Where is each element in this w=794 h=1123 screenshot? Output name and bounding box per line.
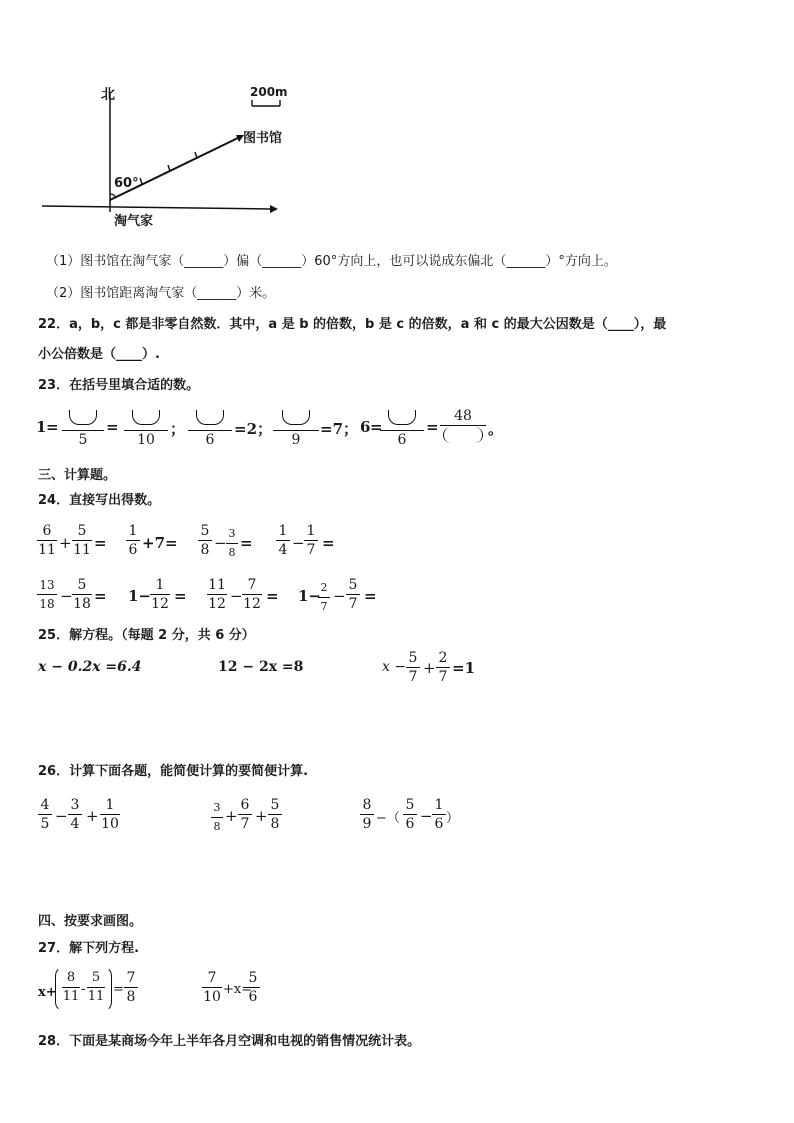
north-label: 北 [101,87,115,103]
q24-r2-f: 2 7 [318,580,330,615]
q26-x1-f1: 4 5 [38,797,52,832]
q24-r1-op4: − [292,534,305,552]
q25-eq3-frac2: 2 7 [436,650,450,685]
q27-e1-eq: = [113,982,124,997]
q22-line1: 22．a，b，c 都是非零自然数．其中，a 是 b 的倍数，b 是 c 的倍数，a 和 c 的最大公因数是（____），最 [38,317,667,332]
home-label: 淘气家 [114,214,154,229]
q26-x1-f3: 1 10 [101,797,119,832]
q27-e1-pre: x+ [38,985,57,1000]
q26-x3-f3: 1 6 [432,797,446,832]
q24-r1-d: 5 8 [198,523,212,558]
q24-r2-c: 1 12 [151,577,169,612]
q23-eq-c: = [370,418,383,436]
q24-r1-eq4: = [322,534,335,552]
q24-r2-g: 5 7 [346,577,360,612]
library-label: 图书馆 [243,131,283,146]
q24-r1-a: 6 11 [38,523,56,558]
q26-x3-f2: 5 6 [403,797,417,832]
q24-r2-b: 5 18 [73,577,91,612]
q25-eq3-op: + [423,659,436,677]
q23-frac6: 48 [440,408,486,447]
q23-eq7: =7； [320,420,359,438]
q26-x3-op: − [420,807,433,825]
q26-x2-f1: 3 8 [211,800,223,835]
q23-semi: ； [170,420,186,438]
direction-diagram [30,80,310,215]
q24-r2-a: 13 18 [37,577,57,612]
q26-x3-f1: 8 9 [360,797,374,832]
q24-r1-g: 1 7 [304,523,318,558]
q24-r2-d: 11 12 [208,577,226,612]
q24-r1-op1: + [59,534,72,552]
q23-frac4: 9 [273,410,319,448]
q24-r1-e: 3 8 [226,526,238,561]
q27-e1-f2: 5 11 [87,970,105,1004]
q23-title: 23．在括号里填合适的数。 [38,378,200,393]
q26-x3-mid: −（ [376,811,400,826]
q24-r1-eq3: = [240,534,253,552]
q21-line2: （2）图书馆距离淘气家（______）米。 [46,286,276,301]
q24-r2-pre4: 1− [298,587,322,605]
q26-x2-f2: 6 7 [238,797,252,832]
q25-title: 25．解方程。（每题 2 分，共 6 分） [38,628,255,643]
q26-x1-op1: − [55,807,68,825]
q24-r1-op3: − [214,534,227,552]
q21-line1: （1）图书馆在淘气家（______）偏（______）60°方向上，也可以说成东偏北（______）°方向上。 [46,254,617,269]
q24-r1-b: 5 11 [73,523,91,558]
q27-title: 27．解下列方程. [38,941,140,956]
section-3-title: 三、计算题。 [38,468,117,483]
q24-r2-eq1: = [94,587,107,605]
q23-eq2: =2； [234,420,273,438]
q24-title: 24．直接写出得数。 [38,493,161,508]
q26-x2-op2: + [255,807,268,825]
q28-text: 28．下面是某商场今年上半年各月空调和电视的销售情况统计表。 [38,1034,421,1049]
q24-r1-f: 1 4 [276,523,290,558]
q23-eq-b: = [106,418,119,436]
section-4-title: 四、按要求画图。 [38,914,143,929]
q23-frac5: 6 [380,410,424,448]
q24-r2-op3: − [230,587,243,605]
q27-e2-f2: 5 6 [246,970,260,1005]
q25-eq3-end: =1 [452,659,476,677]
q23-frac3: 6 [188,410,232,448]
q26-x1-op2: + [86,807,99,825]
q26-title: 26．计算下面各题，能简便计算的要简便计算. [38,764,309,779]
q24-r2-op4: − [333,587,346,605]
q24-r2-pre2: 1− [128,587,152,605]
angle-label: 60° [114,176,139,191]
q23-six: 6 [360,418,371,436]
q27-e2-f1: 7 10 [203,970,221,1005]
q24-r2-eq3: = [266,587,279,605]
q25-eq2: 12 − 2x =8 [218,659,304,675]
q23-frac1: 5 [62,410,104,448]
q27-e2-mid: +x= [223,982,253,997]
q25-eq3-frac1: 5 7 [406,650,420,685]
q26-x3-end: ） [446,811,460,826]
q24-r1-c: 1 6 [126,523,140,558]
q27-e1-op: - [81,982,86,997]
q27-e1-f3: 7 8 [124,970,138,1005]
q23-end: 。 [488,420,504,438]
q24-r1-eq1: = [94,534,107,552]
q22-line2: 小公倍数是（____）. [38,347,160,362]
q23-frac2: 10 [124,410,168,448]
q24-r2-eq4: = [364,587,377,605]
q24-r2-eq2: = [174,587,187,605]
q25-eq1: x − 0.2x =6.4 [38,659,142,675]
q23-one: 1 [36,418,47,436]
q23-eq-d: = [426,418,439,436]
q24-r2-e: 7 12 [243,577,261,612]
q24-r1-tail2: +7= [142,534,178,552]
q27-e1-f1: 8 11 [62,970,80,1004]
q24-r2-op1: − [60,587,73,605]
q26-x2-f3: 5 8 [268,797,282,832]
q23-eq: = [46,418,59,436]
q26-x1-f2: 3 4 [68,797,82,832]
q26-x2-op1: + [225,807,238,825]
q25-eq3-pre: x − [382,659,407,675]
scale-label: 200m [250,85,288,99]
